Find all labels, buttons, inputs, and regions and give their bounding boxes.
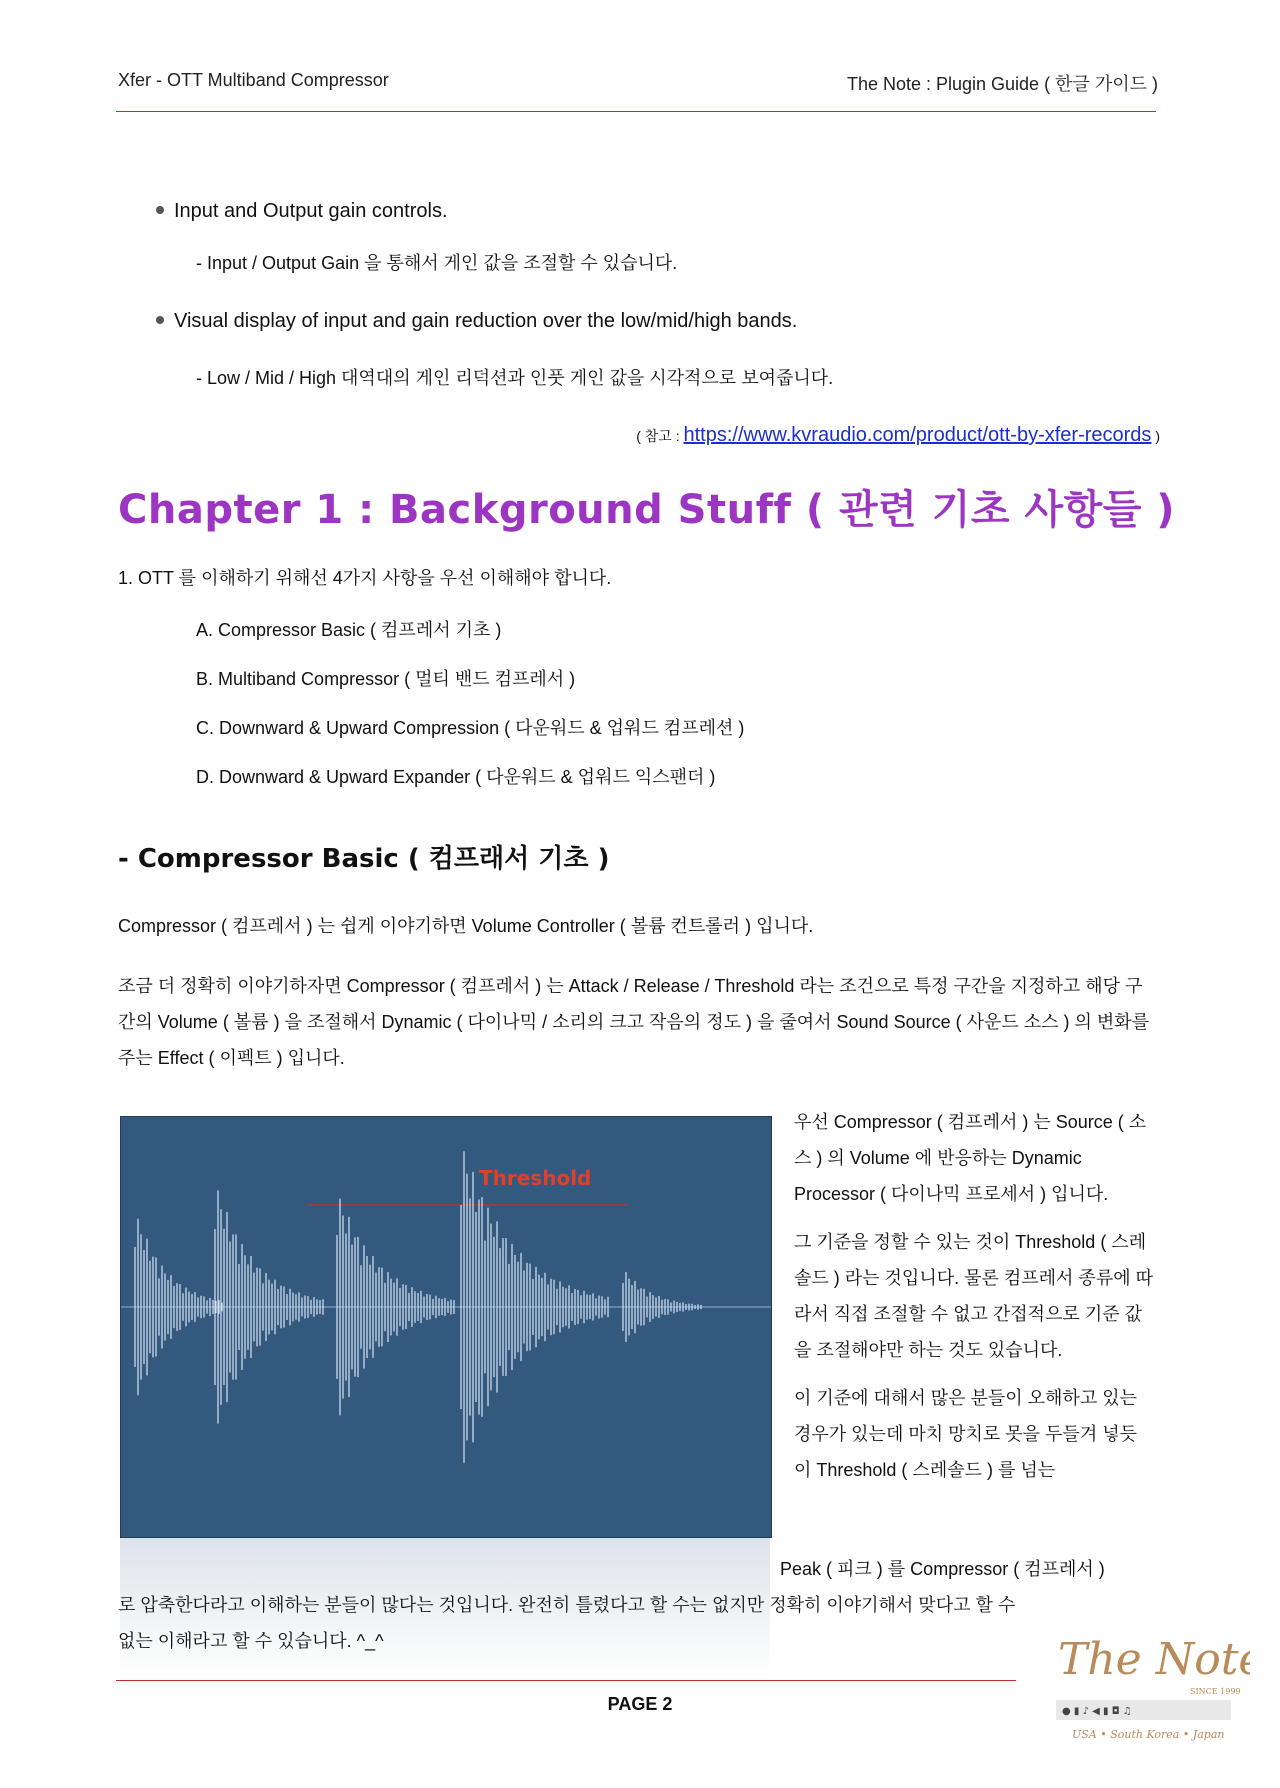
logo-graphic	[1050, 1626, 1250, 1746]
bullet-dot-icon	[156, 316, 164, 324]
bullet-text: Input and Output gain controls.	[174, 200, 448, 222]
paragraph: 조금 더 정확히 이야기하자면 Compressor ( 컴프레서 ) 는 Attack / Release / Threshold 라는 조건으로 특정 구간을 지정하고 해당 구간의 Volume ( 볼륨 ) 을 조절해서 Dynamic ( 다이나믹 / 소리의 크고 작음의 정도 ) 을 줄여서 Sound Source ( 사운드 소스 ) 의 변화를 주는 Effect ( 이펙트 ) 입니다.	[118, 976, 1150, 1068]
reference-link[interactable]: https://www.kvraudio.com/product/ott-by-xfer-records	[683, 424, 1152, 446]
bullet-subtext: - Input / Output Gain 을 통해서 게인 값을 조절할 수 있습니다.	[196, 253, 678, 273]
side-paragraph: 그 기준을 정할 수 있는 것이 Threshold ( 스레솔드 ) 라는 것입니다. 물론 컴프레서 종류에 따라서 직접 조절할 수 없고 간접적으로 기준 값을 조절해야만 하는 것도 있습니다.	[794, 1232, 1153, 1360]
section-title: - Compressor Basic ( 컴프래서 기초 )	[118, 844, 610, 874]
bullet-dot-icon	[156, 206, 164, 214]
side-paragraph: 이 기준에 대해서 많은 분들이 오해하고 있는 경우가 있는데 마치 망치로 못을 두들겨 넣듯이 Threshold ( 스레솔드 ) 를 넘는	[794, 1388, 1137, 1480]
reference-suffix: )	[1155, 428, 1160, 444]
logo-tagline: USA • South Korea • Japan	[1072, 1728, 1225, 1741]
logo-icons: ● ▮ ♪ ◀ ▮ ◘ ♫	[1062, 1706, 1132, 1717]
paragraph: 없는 이해라고 할 수 있습니다. ^_^	[118, 1631, 384, 1651]
header-divider	[116, 111, 1156, 112]
chapter-title: Chapter 1 : Background Stuff ( 관련 기초 사항들 )	[118, 487, 1176, 533]
waveform-figure	[120, 1116, 772, 1538]
topic-item: B. Multiband Compressor ( 멀티 밴드 컴프레서 )	[196, 669, 576, 689]
waveform-graphic	[121, 1117, 771, 1537]
topic-item: A. Compressor Basic ( 컴프레서 기초 )	[196, 620, 502, 640]
bullet-item	[156, 200, 448, 223]
logo-title: The Note	[1058, 1634, 1250, 1685]
intro-line: 1. OTT 를 이해하기 위해선 4가지 사항을 우선 이해해야 합니다.	[118, 568, 612, 588]
header-left: Xfer - OTT Multiband Compressor	[118, 70, 389, 90]
the-note-logo	[1050, 1626, 1250, 1746]
logo-since: SINCE 1999	[1190, 1687, 1241, 1696]
paragraph: 로 압축한다라고 이해하는 분들이 많다는 것입니다. 완전히 틀렸다고 할 수는 없지만 정확히 이야기해서 맞다고 할 수	[118, 1595, 1016, 1615]
threshold-label: Threshold	[479, 1166, 592, 1190]
bullet-subtext: - Low / Mid / High 대역대의 게인 리덕션과 인풋 게인 값을 시각적으로 보여줍니다.	[196, 368, 834, 388]
bullet-item	[156, 310, 797, 333]
side-paragraph-end: Peak ( 피크 ) 를 Compressor ( 컴프레서 )	[780, 1559, 1105, 1579]
side-paragraph: 우선 Compressor ( 컴프레서 ) 는 Source ( 소스 ) 의 Volume 에 반응하는 Dynamic Processor ( 다이나믹 프로세서 ) 입니다.	[794, 1112, 1147, 1204]
topic-item: D. Downward & Upward Expander ( 다운워드 & 업워드 익스팬더 )	[196, 767, 716, 787]
header-right: The Note : Plugin Guide ( 한글 가이드 )	[846, 74, 1158, 94]
bullet-text: Visual display of input and gain reduction over the low/mid/high bands.	[174, 310, 798, 332]
footer-divider	[116, 1680, 1016, 1681]
side-column	[794, 1104, 1154, 1488]
paragraph: Compressor ( 컴프레서 ) 는 쉽게 이야기하면 Volume Controller ( 볼륨 컨트롤러 ) 입니다.	[118, 916, 814, 936]
topic-item: C. Downward & Upward Compression ( 다운워드 & 업워드 컴프레션 )	[196, 718, 745, 738]
reference-prefix: ( 참고 :	[636, 428, 680, 444]
reference-line	[636, 424, 1160, 447]
page-number: PAGE 2	[607, 1694, 673, 1714]
